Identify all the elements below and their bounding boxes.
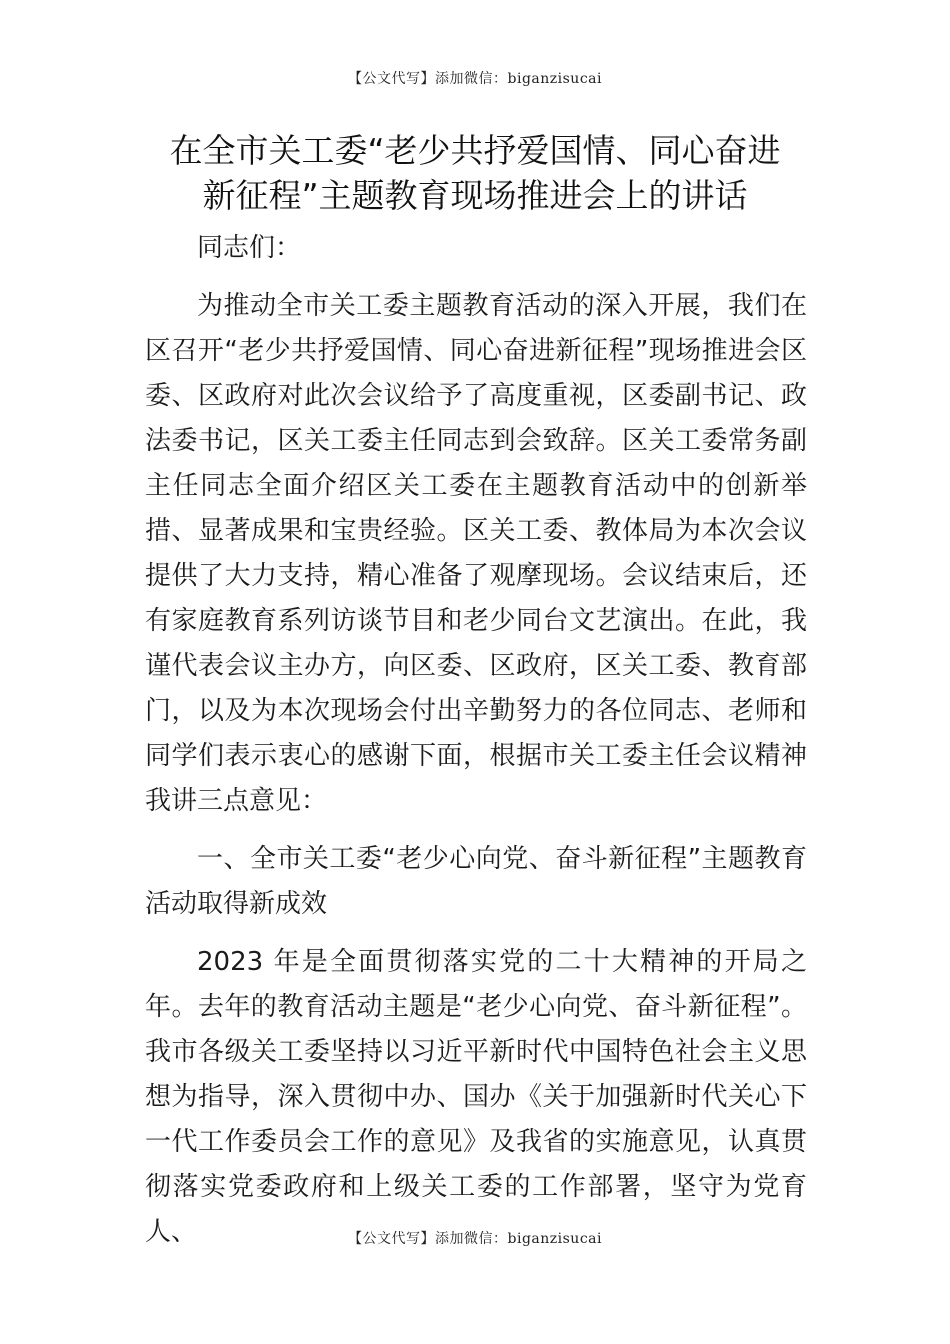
page-footer-watermark: 【公文代写】添加微信：biganzisucai xyxy=(348,1231,602,1247)
title-line-2: 新征程”主题教育现场推进会上的讲话 xyxy=(202,176,748,215)
document-body xyxy=(145,226,807,1255)
page-header-watermark: 【公文代写】添加微信：biganzisucai xyxy=(348,71,602,87)
greeting: 同志们： xyxy=(197,233,302,263)
paragraph-1: 为推动全市关工委主题教育活动的深入开展，我们在区召开“老少共抒爱国情、同心奋进新征程”现场推进会区委、区政府对此次会议给予了高度重视，区委副书记、政法委书记，区关工委主任同志到会致辞。区关工委常务副主任同志全面介绍区关工委在主题教育活动中的创新举措、显著成果和宝贵经验。区关工委、教体局为本次会议提供了大力支持，精心准备了观摩现场。会议结束后，还有家庭教育系列访谈节目和老少同台文艺演出。在此，我谨代表会议主办方，向区委、区政府，区关工委、教育部门，以及为本次现场会付出辛勤努力的各位同志、老师和同学们表示衷心的感谢下面，根据市关工委主任会议精神我讲三点意见： xyxy=(145,291,807,816)
section-heading-1: 一、全市关工委“老少心向党、奋斗新征程”主题教育活动取得新成效 xyxy=(145,844,807,919)
title-line-1: 在全市关工委“老少共抒爱国情、同心奋进 xyxy=(169,131,781,170)
document-title xyxy=(140,128,810,218)
paragraph-2: 2023 年是全面贯彻落实党的二十大精神的开局之年。去年的教育活动主题是“老少心向党、奋斗新征程”。我市各级关工委坚持以习近平新时代中国特色社会主义思想为指导，深入贯彻中办、国办《关于加强新时代关心下一代工作委员会工作的意见》及我省的实施意见，认真贯彻落实党委政府和上级关工委的工作部署，坚守为党育人、 xyxy=(145,947,807,1247)
